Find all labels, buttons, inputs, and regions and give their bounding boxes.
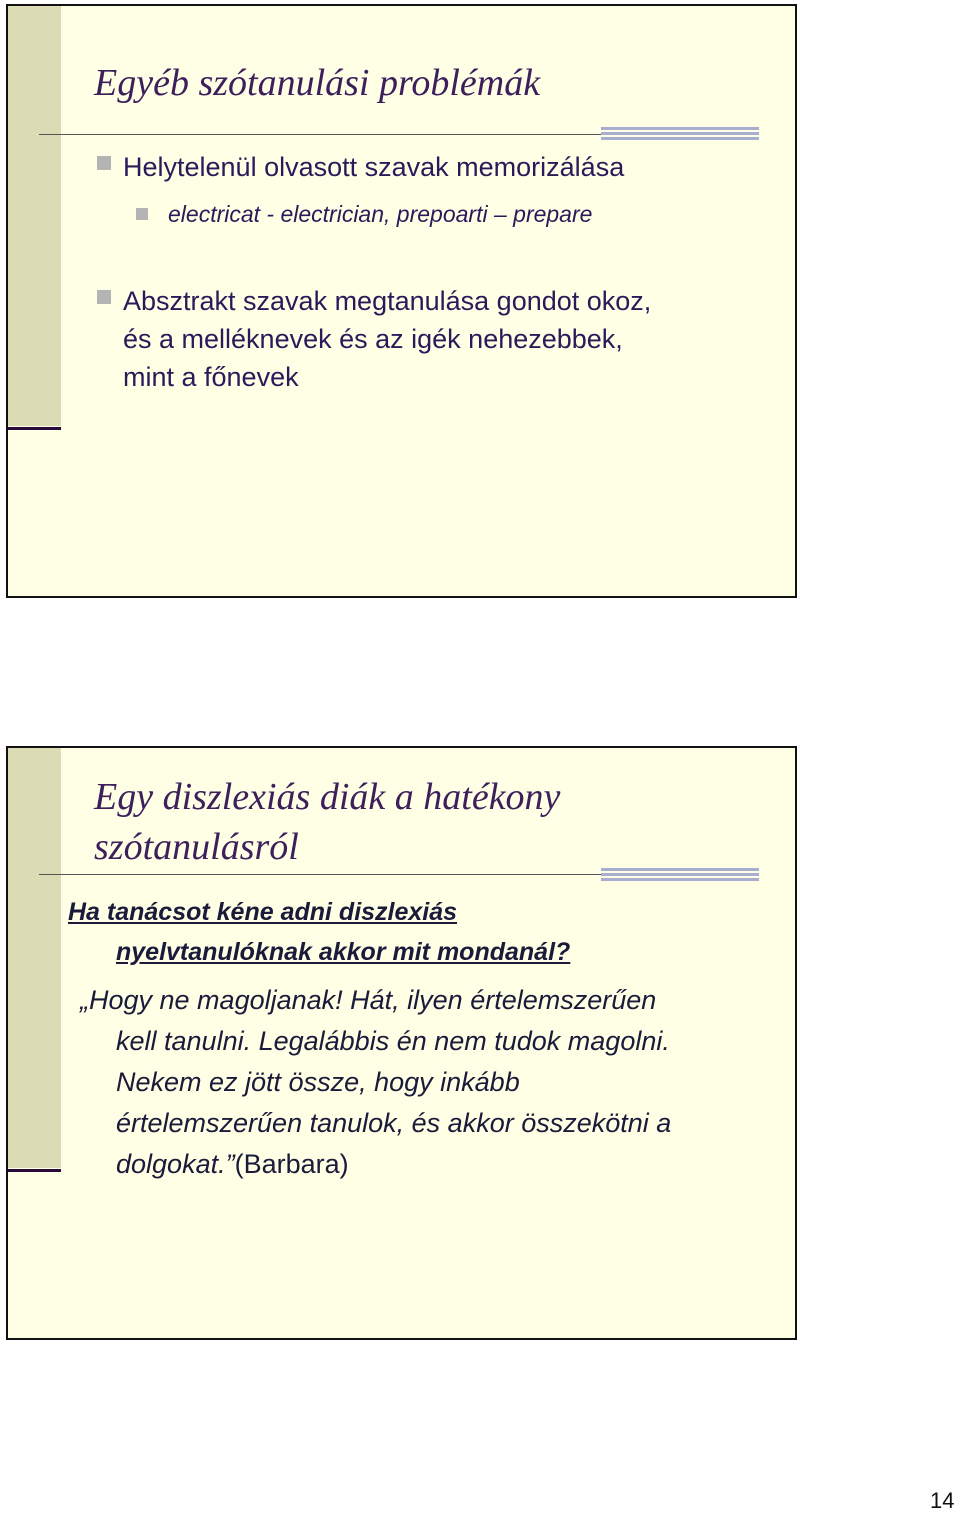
- slide-side-tick: [8, 427, 61, 430]
- slide-2-title-line: szótanulásról: [94, 826, 299, 868]
- bullet-1: [97, 148, 624, 186]
- answer-line: Nekem ez jött össze, hogy inkább: [116, 1067, 520, 1097]
- slide-1: [6, 4, 797, 598]
- bullet-1-text: Helytelenül olvasott szavak memorizálása: [123, 152, 625, 182]
- slide-side-bar: [8, 6, 61, 426]
- answer-line: kell tanulni. Legalábbis én nem tudok magolni.: [116, 1026, 670, 1056]
- slide-2: [6, 746, 797, 1340]
- page-number: 14: [930, 1488, 955, 1513]
- square-bullet-icon: [136, 208, 148, 220]
- attribution: (Barbara): [234, 1149, 349, 1179]
- square-bullet-icon: [97, 156, 111, 170]
- answer-line: dolgokat.”: [116, 1149, 235, 1179]
- answer-last-line: [68, 1144, 788, 1185]
- slide-side-bar: [8, 748, 61, 1168]
- square-bullet-icon: [97, 290, 111, 304]
- interview-answer: [68, 980, 788, 1185]
- bullet-2-line: mint a főnevek: [123, 362, 299, 392]
- bullet-2-line: Absztrakt szavak megtanulása gondot okoz,: [123, 286, 652, 316]
- interview-question: [68, 892, 570, 972]
- answer-line: értelemszerűen tanulok, és akkor összekötni a: [116, 1108, 672, 1138]
- title-rule-accent: [601, 868, 759, 881]
- question-line: Ha tanácsot kéne adni diszlexiás: [68, 898, 458, 926]
- slide-side-tick: [8, 1169, 61, 1172]
- bullet-2-text: [123, 282, 651, 396]
- bullet-2-line: és a melléknevek és az igék nehezebbek,: [123, 324, 623, 354]
- slide-2-title: [94, 772, 560, 872]
- slide-1-title: Egyéb szótanulási problémák: [94, 62, 541, 104]
- bullet-1-sub-text: electricat - electrician, prepoarti – prepare: [168, 201, 593, 227]
- question-line: nyelvtanulóknak akkor mit mondanál?: [116, 938, 571, 966]
- slide-2-title-line: Egy diszlexiás diák a hatékony: [94, 776, 561, 818]
- answer-line: „Hogy ne magoljanak! Hát, ilyen értelemszerűen: [80, 985, 657, 1015]
- title-rule-accent: [601, 127, 759, 140]
- bullet-2: [97, 282, 651, 396]
- bullet-1-sub: [136, 200, 592, 228]
